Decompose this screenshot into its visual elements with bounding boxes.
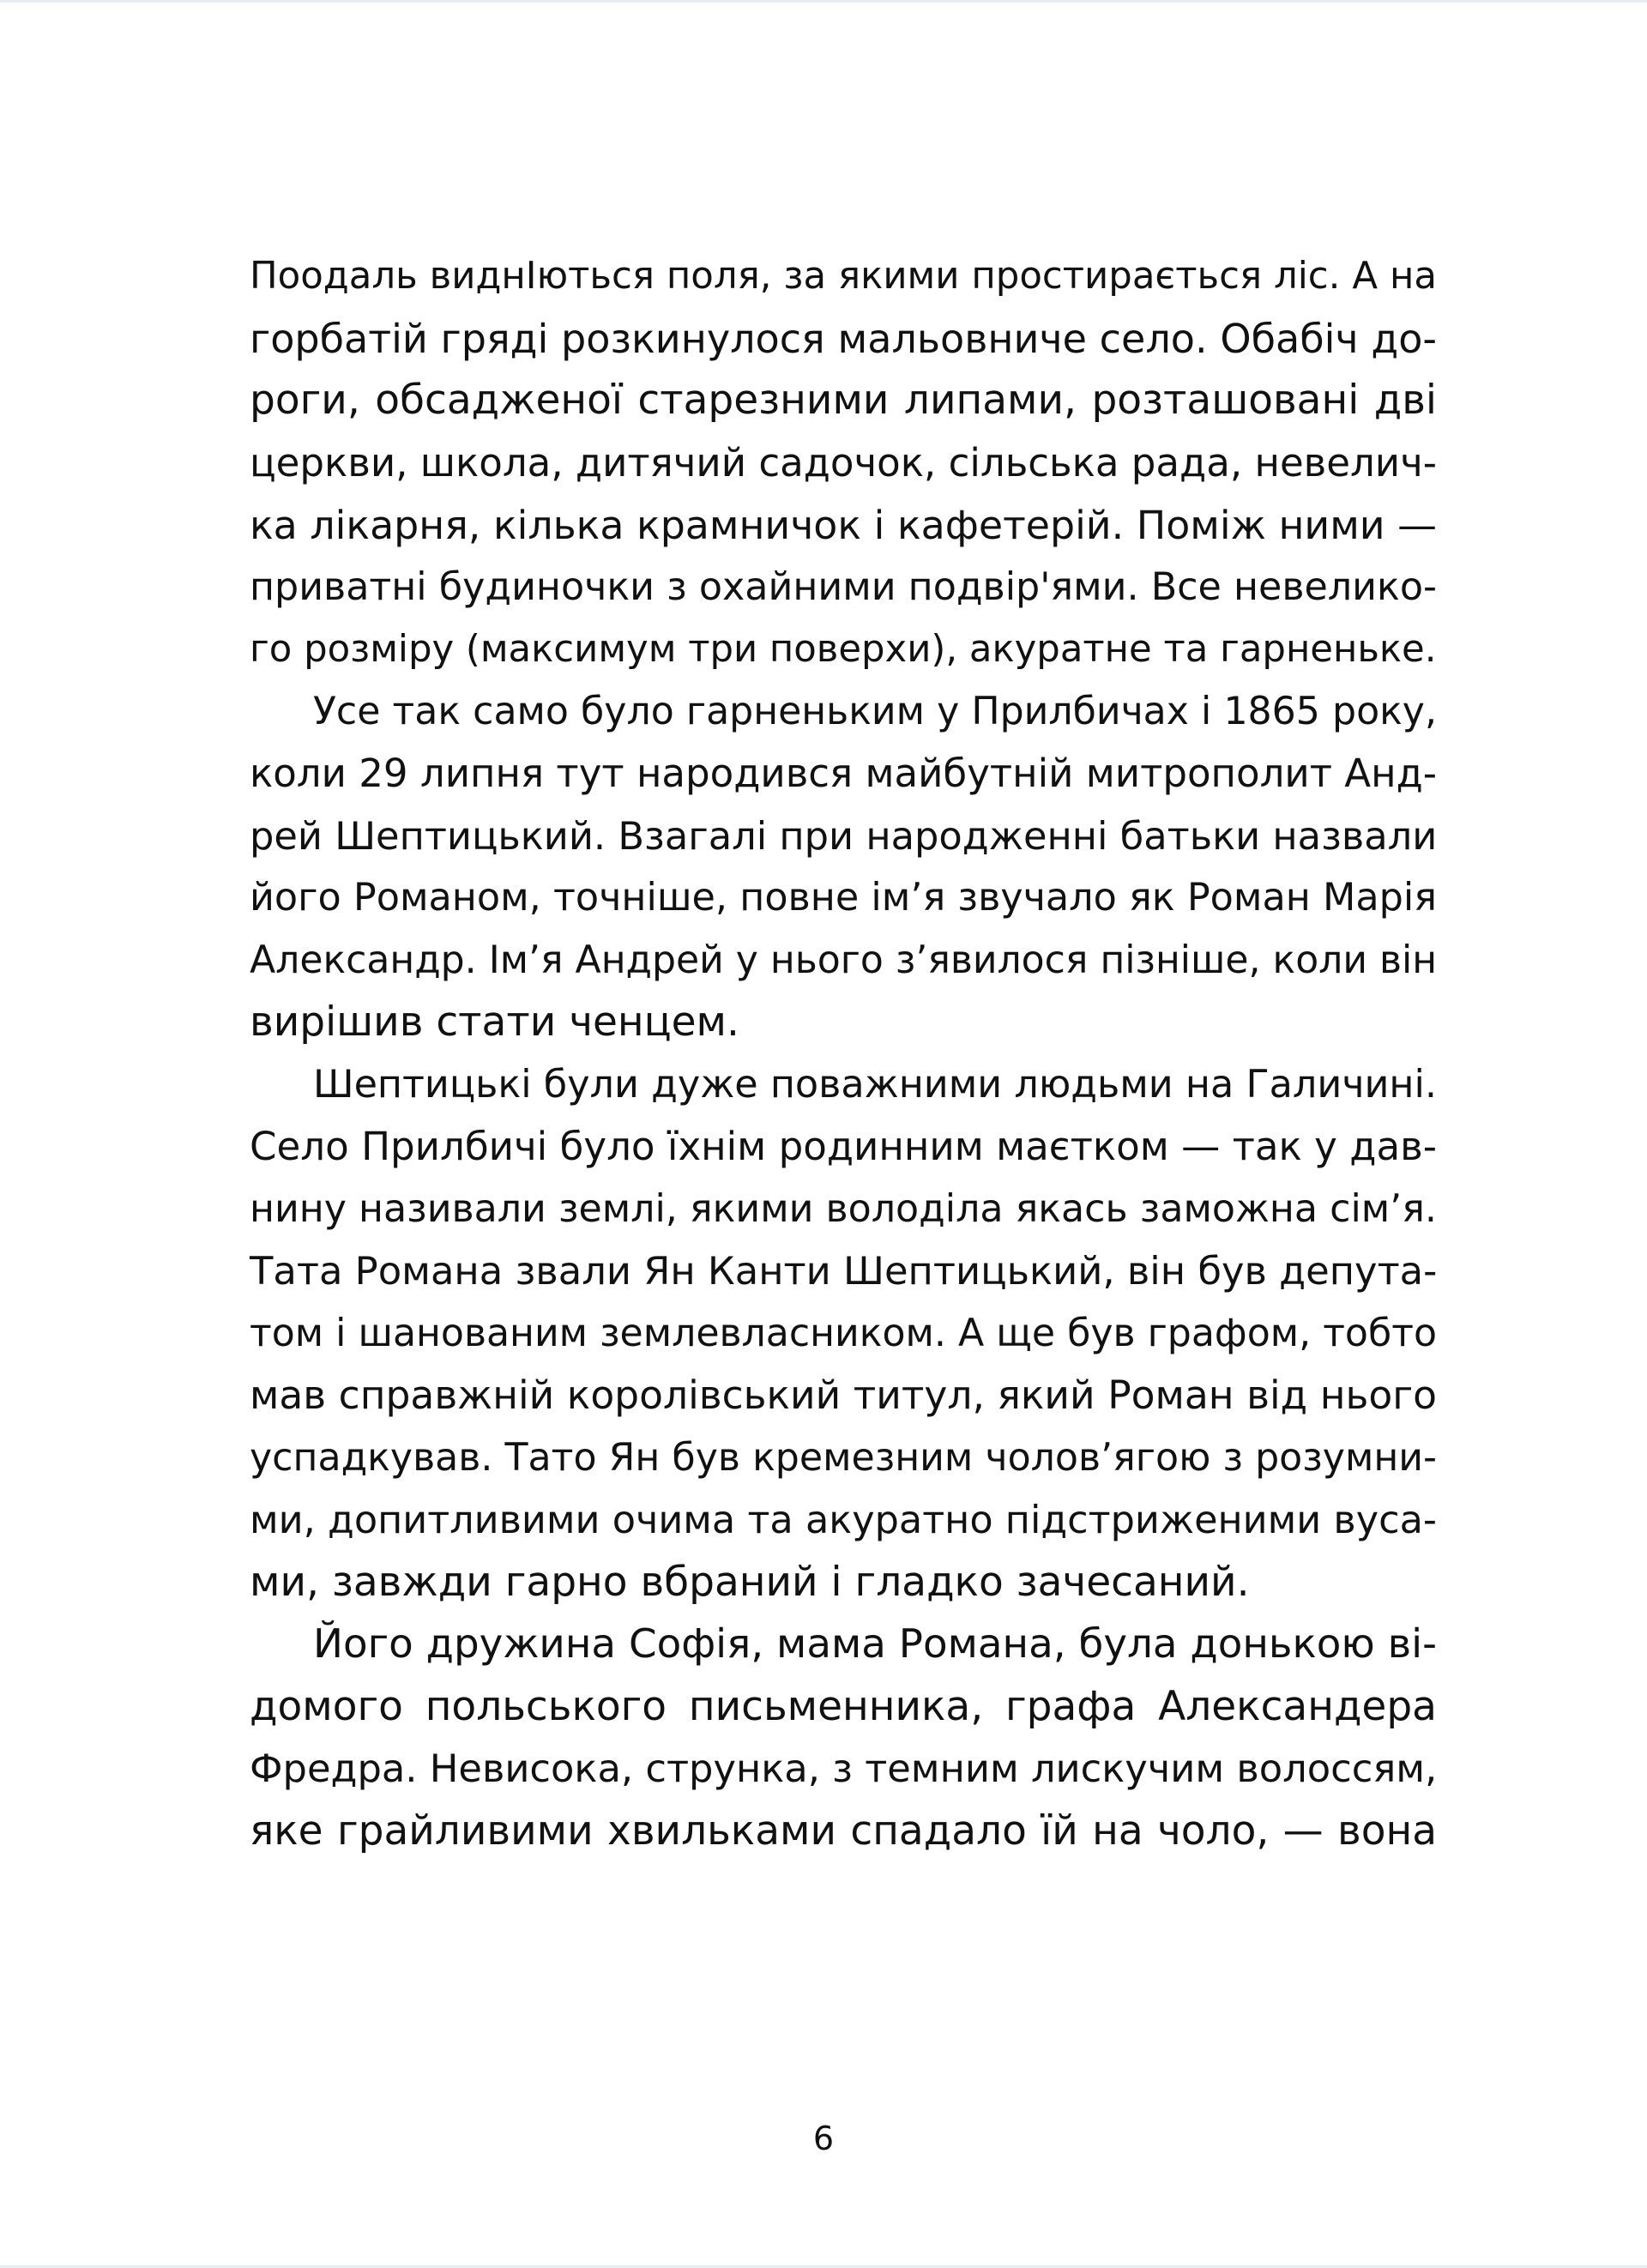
text-line: горбатій гряді розкинулося мальовниче село. Обабіч до-: [250, 315, 1437, 362]
text-line: приватні будиночки з охайними подвір'ями. Все невелико-: [250, 564, 1437, 609]
text-line: го розміру (максимум три поверхи), акуратне та гарненьке.: [250, 628, 1437, 671]
text-line: церкви, школа, дитячий садочок, сільська рада, невелич-: [250, 439, 1437, 486]
text-line: мав справжній королівський титул, який Роман від нього: [250, 1372, 1437, 1418]
text-line: Александр. Ім’я Андрей у нього з’явилося пізніше, коли він: [250, 938, 1438, 982]
text-line: Усе так само було гарненьким у Прилбичах і 1865 року,: [313, 689, 1437, 733]
text-line: домого польського письменника, графа Александера: [250, 1682, 1437, 1730]
text-line: Село Прилбичі було їхнім родинним маєтком — так у дав-: [250, 1124, 1437, 1169]
text-line: нину називали землі, якими володіла якась заможна сім’я.: [250, 1186, 1437, 1231]
text-line: рей Шептицький. Взагалі при народженні батьки назвали: [250, 812, 1438, 859]
text-line: його Романом, точніше, повне ім’я звучало як Роман Марія: [250, 876, 1437, 920]
text-line: яке грайливими хвильками спадало їй на чоло, — вона: [250, 1807, 1437, 1855]
text-line: вирішив стати ченцем.: [250, 998, 739, 1046]
text-line: ка лікарня, кілька крамничок і кафетерій. Поміж ними —: [250, 502, 1437, 548]
body-text: [250, 245, 1437, 1862]
text-line: ми, допитливими очима та акуратно підстриженими вуса-: [250, 1498, 1437, 1542]
text-line: Тата Романа звали Ян Канти Шептицький, він був депута-: [250, 1248, 1438, 1294]
text-line: роги, обсадженої старезними липами, розташовані дві: [250, 377, 1437, 424]
text-line: том і шанованим землевласником. А ще був графом, тобто: [250, 1311, 1437, 1355]
page-number: 6: [812, 2120, 835, 2157]
text-line: успадкував. Тато Ян був кремезним чолов’ягою з розумни-: [250, 1435, 1437, 1480]
text-line: Поодаль виднІються поля, за якими простирається ліс. А на: [250, 255, 1437, 298]
text-line: Шептицькі були дуже поважними людьми на Галичині.: [313, 1062, 1437, 1107]
text-line: Його дружина Софія, мама Романа, була донькою ві-: [313, 1621, 1437, 1668]
text-line: Фредра. Невисока, струнка, з темним лискучим волоссям,: [250, 1746, 1438, 1791]
text-line: коли 29 липня тут народився майбутній митрополит Анд-: [250, 751, 1438, 796]
text-line: ми, завжди гарно вбраний і гладко зачесаний.: [250, 1558, 1250, 1606]
